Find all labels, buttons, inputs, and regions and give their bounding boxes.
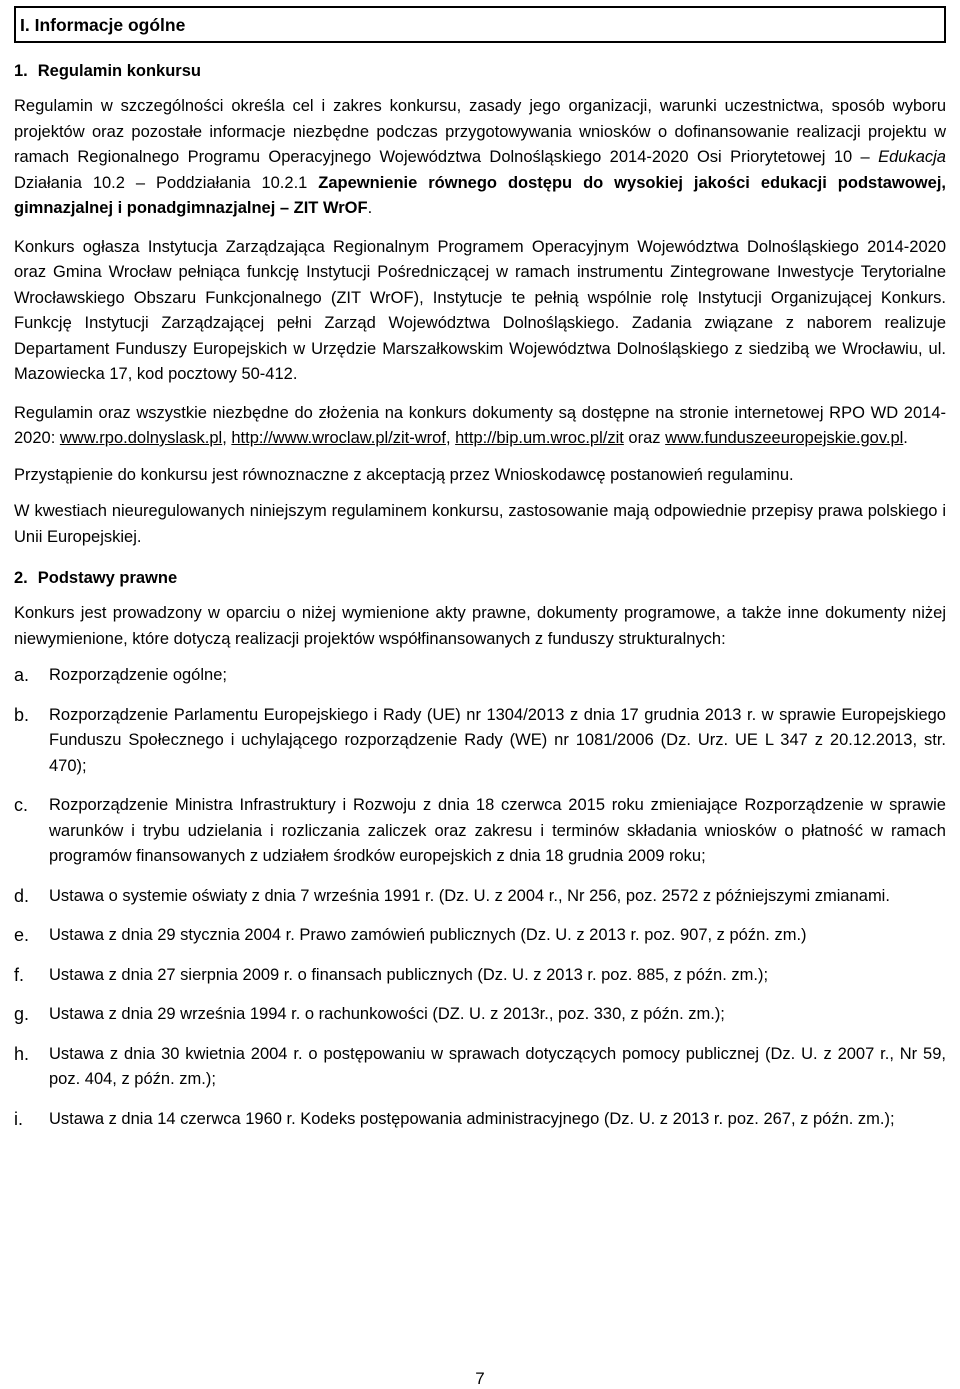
section-1-heading xyxy=(14,60,946,82)
list-item-text: Ustawa z dnia 30 kwietnia 2004 r. o postępowaniu w sprawach dotyczących pomocy publicznej (Dz. U. z 2007 r., Nr 59, poz. 404, z późn. zm.); xyxy=(49,1044,946,1088)
document-page xyxy=(14,0,946,1146)
para1-italic: Edukacja xyxy=(878,148,946,166)
section-1-title: Regulamin konkursu xyxy=(37,62,201,80)
para1-bold: Zapewnienie równego dostępu do wysokiej jakości edukacji podstawowej, gimnazjalnej i ponadgimnazjalnej – ZIT WrOF xyxy=(14,173,946,217)
list-marker: c. xyxy=(14,795,29,815)
legal-basis-intro: Konkurs jest prowadzony w oparciu o niżej wymienione akty prawne, dokumenty programowe, a także inne dokumenty niżej niewymienione, które dotyczą realizacji projektów współfinansowanych z funduszy strukturalnych: xyxy=(14,604,946,648)
list-item xyxy=(14,1107,946,1133)
chapter-heading: I. Informacje ogólne xyxy=(14,6,946,43)
list-item-text: Ustawa o systemie oświaty z dnia 7 września 1991 r. (Dz. U. z 2004 r., Nr 256, poz. 2572 z późniejszymi zmianami. xyxy=(49,886,890,905)
legal-acts-list xyxy=(14,663,946,1132)
regulations-paragraph-2: Konkurs ogłasza Instytucja Zarządzająca Regionalnym Programem Operacyjnym Województwa Dolnośląskiego 2014-2020 oraz Gmina Wrocław pełniąca funkcję Instytucji Pośredniczącej w ramach instrumentu Zintegrowane Inwestycje Terytorialne Wrocławskiego Obszaru Funkcjonalnego (ZIT WrOF), Instytucje te pełnią wspólnie rolę Instytucji Organizującej Konkurs. Funkcję Instytucji Zarządzającej pełni Zarząd Województwa Dolnośląskiego. Zadania związane z naborem realizuje Departament Funduszy Europejskich w Urzędzie Marszałkowskim Województwa Dolnośląskiego z siedzibą we Wrocławiu, ul. Mazowiecka 17, kod pocztowy 50-412. xyxy=(14,237,946,383)
list-marker: d. xyxy=(14,885,30,906)
list-item xyxy=(14,663,946,689)
para1-text-b: Działania 10.2 – Poddziałania 10.2.1 xyxy=(14,173,319,192)
list-item-text: Rozporządzenie Ministra Infrastruktury i Rozwoju z dnia 18 czerwca 2015 roku zmieniające Rozporządzenie w sprawie warunków i trybu udzielania i rozliczania zaliczek oraz zakresu i terminów składania wniosków o płatność w ramach programów finansowanych z udziałem środków europejskich z dnia 18 grudnia 2009 roku; xyxy=(49,796,946,865)
list-marker: g. xyxy=(14,1004,30,1024)
para3-end: . xyxy=(903,429,908,447)
section-2-title: Podstawy prawne xyxy=(37,569,178,587)
list-item xyxy=(14,703,946,780)
section-2-heading xyxy=(14,567,946,589)
regulations-paragraph-4: Przystąpienie do konkursu jest równoznaczne z akceptacją przez Wnioskodawcę postanowień regulaminu. xyxy=(14,465,794,484)
section-2-number: 2. xyxy=(14,569,28,587)
list-marker: a. xyxy=(14,665,30,685)
list-item xyxy=(14,1042,946,1093)
list-marker: i. xyxy=(14,1108,23,1129)
para3-text-a: Regulamin oraz wszystkie niezbędne do złożenia na konkurs dokumenty są dostępne na stronie internetowej RPO WD 2014-2020: xyxy=(14,403,946,447)
link-rpo-dolnyslask[interactable]: www.rpo.dolnyslask.pl xyxy=(59,429,223,447)
list-marker: e. xyxy=(14,925,30,945)
para1-text-a: Regulamin w szczególności określa cel i zakres konkursu, zasady jego organizacji, warunki uczestnictwa, sposób wyboru projektów oraz pozostałe informacje niezbędne podczas przygotowywania wniosków o dofinansowanie realizacji projektu w ramach Regionalnego Programu Operacyjnego Województwa Dolnośląskiego 2014-2020 Osi Priorytetowej 10 – xyxy=(14,97,946,166)
list-item xyxy=(14,923,946,949)
page-number: 7 xyxy=(475,1369,485,1388)
list-marker: f. xyxy=(14,964,25,985)
list-item-text: Rozporządzenie Parlamentu Europejskiego i Rady (UE) nr 1304/2013 z dnia 17 grudnia 2013 r. w sprawie Europejskiego Funduszu Społecznego i uchylającego rozporządzenie Rady (WE) nr 1081/2006 (Dz. Urz. UE L 347 z 20.12.2013, str. 470); xyxy=(49,705,946,775)
list-item-text: Ustawa z dnia 14 czerwca 1960 r. Kodeks postępowania administracyjnego (Dz. U. z 2013 r. poz. 267, z późn. zm.); xyxy=(49,1109,895,1128)
para1-end: . xyxy=(367,199,373,217)
link-bip-um-wroc[interactable]: http://bip.um.wroc.pl/zit xyxy=(455,429,624,447)
section-1-number: 1. xyxy=(14,62,28,80)
list-item-text: Ustawa z dnia 27 sierpnia 2009 r. o finansach publicznych (Dz. U. z 2013 r. poz. 885, z późn. zm.); xyxy=(49,965,769,984)
list-item xyxy=(14,793,946,870)
list-item-text: Rozporządzenie ogólne; xyxy=(49,666,227,684)
list-item xyxy=(14,884,946,910)
link-wroclaw-zit-wrof[interactable]: http://www.wroclaw.pl/zit-wrof xyxy=(231,429,446,447)
para3-sep1: , xyxy=(222,429,232,447)
regulations-paragraph-5: W kwestiach nieuregulowanych niniejszym regulaminem konkursu, zastosowanie mają odpowiednie przepisy prawa polskiego i Unii Europejskiej. xyxy=(14,502,946,546)
list-item-text: Ustawa z dnia 29 września 1994 r. o rachunkowości (DZ. U. z 2013r., poz. 330, z późn. zm.); xyxy=(49,1005,725,1023)
list-item-text: Ustawa z dnia 29 stycznia 2004 r. Prawo zamówień publicznych (Dz. U. z 2013 r. poz. 907, z późn. zm.) xyxy=(49,926,807,944)
list-marker: h. xyxy=(14,1043,30,1064)
regulations-paragraph-3 xyxy=(14,401,946,452)
para3-sep2: , xyxy=(445,429,456,447)
list-item xyxy=(14,1002,946,1028)
regulations-paragraph-1 xyxy=(14,94,946,222)
para3-text-b: oraz xyxy=(623,429,666,447)
list-item xyxy=(14,963,946,989)
list-marker: b. xyxy=(14,704,30,725)
link-funduszeeuropejskie[interactable]: www.funduszeeuropejskie.gov.pl xyxy=(665,429,904,447)
